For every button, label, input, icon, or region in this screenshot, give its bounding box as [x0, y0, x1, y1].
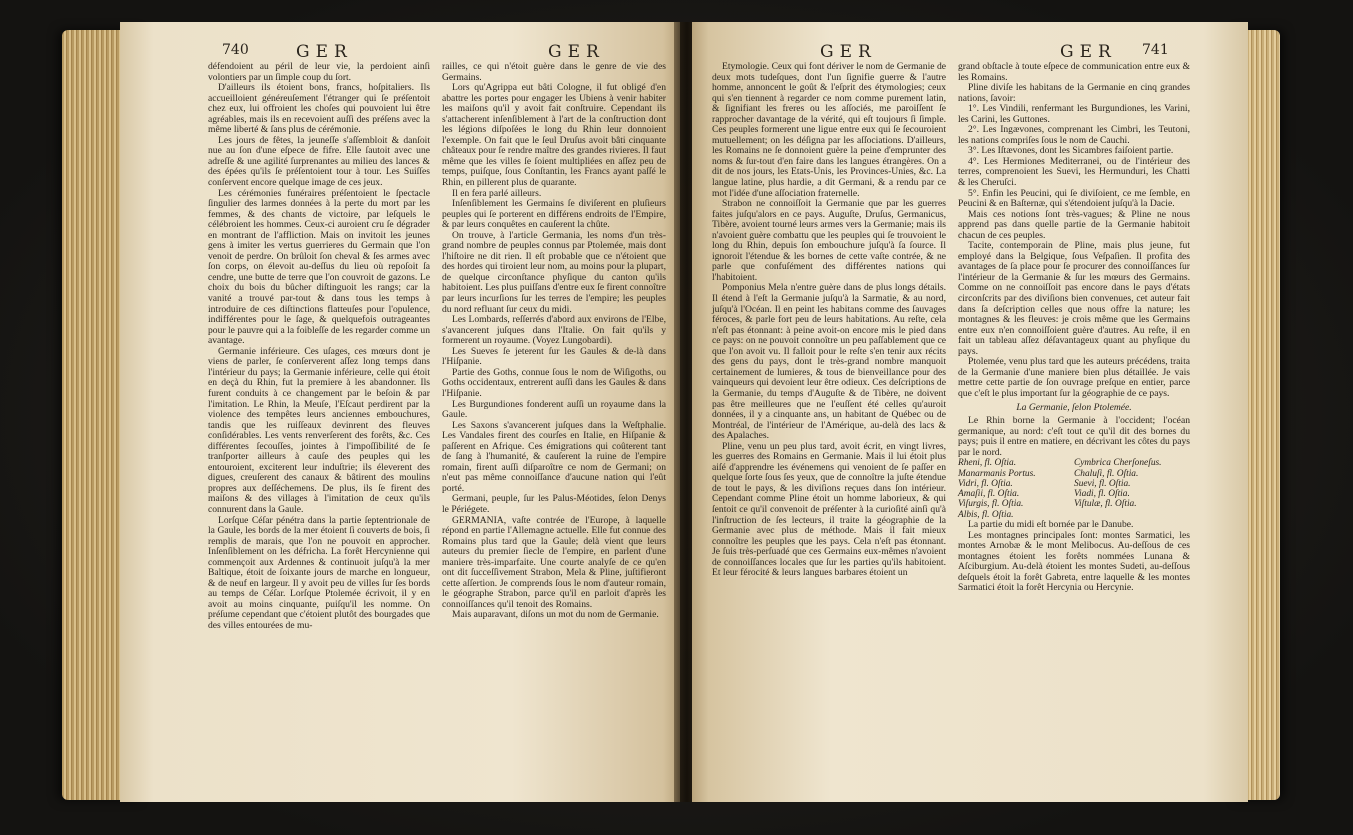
paragraph: Lorſque Céſar pénétra dans la partie ſeptentrionale de la Gaule, les bords de la mer étoient ſi couverts de bois, ſi remplis de marais, que l'on ne pouvoit en approcher. Inſenſiblement on les défricha. La forêt Hercynienne qui commençoit aux Ardennes & continuoit juſqu'à la mer Baltique, étoit de ſoixante jours de marche en longueur, & de neuf en largeur. Il y avoit peu de villes ſur ſes bords au temps de Céſar. Lorſque Ptolemée écrivoit, il y en avoit au moins cinquante, puiſqu'il les nomme. On préſume cependant que c'étoient plutôt des bourgades que des villes entourées de mu- — [208, 514, 430, 631]
left-column-1 — [208, 62, 430, 632]
paragraph: Germanie inférieure. Ces uſages, ces mœurs dont je viens de parler, ſe conſerverent aſſez long temps dans l'intérieur du pays; la Germanie inférieure, celle qui étoit en deçà du Rhin, fut la premiere à les abandonner. Ils furent conduits à ce changement par le beſoin & par l'imitation. Le Rhin, la Meuſe, l'Eſcaut perdirent par la violence des tempêtes leurs anciennes embouchures, tandis que les ruiſſeaux devinrent des fleuves conſidérables. Les vents renverſerent des forêts, &c. Ces différentes ſecouſſes, jointes à l'impoſſibilité de ſe tranſporter ailleurs à cauſe des peuples qui les entouroient, exciterent leur induſtrie; ils éleverent des digues, creuſerent des canaux & bâtirent des moulins propres aux deſſéchemens. De plus, ils ſe firent des maiſons & des villages à l'imitation de ceux qu'ils connurent dans la Gaule. — [208, 345, 430, 515]
table-cell: Manarmanis Portus. — [958, 468, 1036, 479]
paragraph: Les Saxons s'avancerent juſques dans la Weſtphalie. Les Vandales firent des courſes en Italie, en Hiſpanie & paſſerent en Afrique. Ces émigrations qui coûterent tant de ſang à l'humanité, & cauſerent la ruine de l'empire romain, firent auſſi diſparoître ce nom de Germani; on n'eut pas même connoiſſance d'aucune nation qui l'eût porté. — [442, 419, 666, 494]
table-row — [958, 499, 1190, 509]
paragraph: GERMANIA, vaſte contrée de l'Europe, à laquelle répond en partie l'Allemagne actuelle. Elle fut connue des Romains plus tard que la Gaule; delà vient que leurs auteurs du premier ſiecle de l'empire, en parlent d'une maniere très-imparfaite. Une courte analyſe de ce qu'en ont dit ſucceſſivement Strabon, Mela & Pline, juſtifieront cette aſſertion. Je comprends ſous le nom d'auteur romain, le géographe Strabon, parce qu'il en parloit d'après les connoiſſances qu'il tenoit des Romains. — [442, 514, 666, 610]
paragraph: Germani, peuple, ſur les Palus-Méotides, ſelon Denys le Périégete. — [442, 493, 666, 515]
paragraph: Les montagnes principales ſont: montes Sarmatici, les montes Arnobæ & le mont Melibocus. Au-deſſous de ces montagnes étoient les forêts nommées Lunana & Aſciburgium. Au-delà étoient les montes Sudeti, au-deſſous deſquels étoit la forêt Gabreta, entre laquelle & les montes Sarmatici étoit la forêt Hercynia ou Hercynie. — [958, 529, 1190, 594]
paragraph: Les Sueves ſe jeterent ſur les Gaules & de-là dans l'Hiſpanie. — [442, 345, 666, 368]
paragraph: Les cérémonies funéraires préſentoient le ſpectacle ſingulier des larmes données à la perte du mort par les femmes, & des chants de victoire, par leſquels le célébroient les hommes. Ceux-ci auroient cru ſe dégrader en montrant de l'affliction. Mais on invitoit les jeunes gens à imiter les vertus guerrieres du Germain que l'on venoit de perdre. On brûloit ſon cheval & ſes armes avec ſon corps, on élevoit au-deſſus du lieu où repoſoit ſa cendre, une butte de terre que l'on couvroit de gazons. Le choix du bois du bûcher diſtinguoit les rangs; car la vanité a trouvé par-tout & dans tous les temps à introduire de ces diſtinctions flatteuſes pour l'opulence, indifférentes pour le ſage, & quelquefois outrageantes pour le pauvre qui a la foibleſſe de les regarder comme un avantage. — [208, 187, 430, 347]
table-cell: Suevi, fl. Oſtia. — [1074, 478, 1131, 489]
table-cell: Viſtulæ, fl. Oſtia. — [1074, 499, 1137, 510]
paragraph: Pomponius Mela n'entre guère dans de plus longs détails. Il étend à l'eſt la Germanie juſqu'à la Sarmatie, & au nord, juſqu'à l'Océan. Il en peint les habitans comme des ſauvages féroces, & parle fort peu de leurs habitations. Au reſte, cela n'eſt pas étonnant: à peine avoit-on encore mis le pied dans ce pays: on ne pouvoit connoître un peu paſſablement que ce que l'on avoit vu. Il falloit pour le reſte s'en tenir aux récits des gens du pays, dont le très-grand nombre manquoit certainement de lumieres, & tous de bienveillance pour des vainqueurs qui devoient leur être odieux. Ces deſcriptions de la Germanie, du temps d'Auguſte & de Tibère, ne doivent pas être meilleures que ne l'euſſent été celles qu'auroit données, il y a cinquante ans, un habitant de Québec ou de Montréal, de l'intérieur de l'Amérique, au-delà des lacs & des Apalaches. — [712, 282, 946, 442]
paragraph: Inſenſiblement les Germains ſe diviſerent en pluſieurs peuples qui ſe porterent en différens endroits de l'Empire, & par leurs conquêtes en cauſerent la chûte. — [442, 198, 666, 231]
table-row — [958, 458, 1190, 468]
paragraph: La partie du midi eſt bornée par le Danube. — [968, 519, 1134, 531]
paragraph: Les jours de fêtes, la jeuneſſe s'aſſembloit & danſoit nue au ſon d'une eſpece de fifre. Elle ſautoit avec une adreſſe & une agilité ſurprenantes au milieu des lances & des épées qu'ils ſe préſentoient tour à tour. Les Suiſſes conſervent encore quelque image de ces jeux. — [208, 134, 430, 189]
paragraph: On trouve, à l'article Germania, les noms d'un très-grand nombre de peuples connus par Ptolemée, mais dont l'hiſtoire ne dit rien. Il eſt probable que ce n'étoient que des hordes qui tiroient leur nom, au moins pour la plupart, de quelque circonſtance phyſique du canton qu'ils habitoient. Les plus puiſſans d'entre eux ſe firent connoître par leurs incurſions ſur les terres de l'empire; les peuples du nord refluant ſur ceux du midi. — [442, 229, 666, 315]
paragraph: Les Burgundiones fonderent auſſi un royaume dans la Gaule. — [442, 398, 666, 421]
river-mouth-table — [958, 458, 1190, 520]
paragraph: railles, ce qui n'étoit guère dans le genre de vie des Germains. — [442, 61, 666, 83]
table-row — [958, 469, 1190, 479]
paragraph: Il en fera parlé ailleurs. — [452, 187, 542, 199]
section-caption: La Germanie, ſelon Ptolemée. — [1016, 401, 1132, 413]
table-cell: Viſurgis, fl. Oſtia. — [958, 499, 1024, 510]
paragraph: Pline diviſe les habitans de la Germanie en cinq grandes nations, ſavoir: — [958, 82, 1190, 104]
table-cell: Albis, fl. Oſtia. — [958, 509, 1014, 520]
left-running-head-2: GER — [548, 42, 605, 62]
right-column-2 — [958, 62, 1190, 594]
list-item: 3°. Les Iſtævones, dont les Sicambres faiſoient partie. — [968, 145, 1174, 157]
table-cell: Amaſii, fl. Oſtia. — [958, 489, 1020, 500]
left-running-head-1: GER — [296, 42, 353, 62]
paragraph: Mais auparavant, diſons un mot du nom de Germanie. — [452, 609, 659, 621]
paragraph: Ptolemée, venu plus tard que les auteurs précédens, traita de la Germanie d'une maniere bien plus détaillée. Je vais mettre cette partie de ſon ouvrage preſque en entier, parce que c'eſt le plus important ſur la géographie de ce pays. — [958, 356, 1190, 399]
right-running-head-1: GER — [820, 42, 877, 62]
paragraph: Lors qu'Agrippa eut bâti Cologne, il fut obligé d'en abattre les portes pour engager les Ubiens à venir habiter les maiſons qu'il y avoit fait conſtruire. Cependant ils s'attacherent inſenſiblement à l'art de la conſtruction dont les légions diſpoſées le long du Rhin leur donnoient l'exemple. On fait que le ſeul Druſus avoit bâti cinquante châteaux pour ſe rendre maître des grandes rivieres. Il faut même que les villes ſe ſoient multipliées en aſſez peu de temps, puiſque, ſous Conſtantin, les Francs ayant paſſé le Rhin, en pillerent plus de quarante. — [442, 82, 666, 189]
paragraph: défendoient au péril de leur vie, la perdoient ainſi volontiers par un ſimple coup du ſort. — [208, 61, 430, 83]
table-cell: Cymbrica Cherſoneſus. — [1074, 458, 1162, 469]
table-row — [958, 479, 1190, 489]
paragraph: Strabon ne connoiſſoit la Germanie que par les guerres faites juſqu'alors en ce pays. Auguſte, Druſus, Germanicus, Tibère, avoient tourné leurs armes vers la Germanie; mais ils n'avoient guère combattu que les peuples qui ſe trouvoient le long du Rhin, depuis ſon embouchure juſqu'à ſa ſource. Il ignoroit l'étendue & les bornes de cette vaſte contrée, & ne parle que confuſément des différentes nations qui l'habitoient. — [712, 198, 946, 283]
right-column-1 — [712, 62, 946, 579]
left-column-2 — [442, 62, 666, 621]
list-item: 2°. Les Ingævones, comprenant les Cimbri, les Teutoni, les nations compriſes ſous le nom de Cauchi. — [958, 124, 1190, 146]
paragraph: Le Rhin borne la Germanie à l'occident; l'océan germanique, au nord: c'eſt tout ce qu'il dit des bornes du pays; puis il entre en matiere, en décrivant les côtes du pays par le nord. — [958, 415, 1190, 458]
right-folio: 741 — [1142, 42, 1169, 58]
list-item: 1°. Les Vindili, renfermant les Burgundiones, les Varini, les Carini, les Guttones. — [958, 103, 1190, 125]
table-cell: Viadi, fl. Oſtia. — [1074, 489, 1130, 500]
paragraph: Tacite, contemporain de Pline, mais plus jeune, fut employé dans la Belgique, ſous Veſpaſien. Il profita des avantages de ſa place pour ſe procurer des connoiſſances ſur l'intérieur de la Germanie & ſur les mœurs des Germains. Comme on ne connoiſſoit pas encore dans le pays d'états circonſcrits par des diviſions bien convenues, cet auteur fait dans ſa deſcription celles que nous offre la nature; les montagnes & les fleuves: je crois même que les Germains entre eux n'en connoiſſoient guère d'autres. Au reſte, il en fait un tableau aſſez déſavantageux quant au phyſique du pays. — [958, 240, 1190, 357]
left-folio: 740 — [222, 42, 249, 58]
paragraph: grand obſtacle à toute eſpece de communication entre eux & les Romains. — [958, 61, 1190, 83]
table-cell: Chaluſi, fl. Oſtia. — [1074, 468, 1139, 479]
paragraph: Mais ces notions ſont très-vagues; & Pline ne nous apprend pas dans quelle partie de la Germanie habitoit chacun de ces peuples. — [958, 208, 1190, 241]
paragraph: Les Lombards, reſſerrés d'abord aux environs de l'Elbe, s'avancerent juſques dans l'Italie. On fait qu'ils y formerent un royaume. (Voyez Lungobardi). — [442, 314, 666, 347]
table-cell: Vidri, fl. Oſtia. — [958, 478, 1013, 489]
right-running-head-2: GER — [1060, 42, 1117, 62]
table-cell: Rheni, fl. Oſtia. — [958, 458, 1017, 469]
paragraph: D'ailleurs ils étoient bons, francs, hoſpitaliers. Ils accueilloient généreuſement l'étranger qui ſe préſentoit chez eux, lui offroient les choſes qui pouvoient lui être agréables, mais ils en recevoient auſſi des préſens avec la même liberté & ſans plus de cérémonie. — [208, 82, 430, 136]
paragraph: Partie des Goths, connue ſous le nom de Wiſigoths, ou Goths occidentaux, entrerent auſſi dans les Gaules & dans l'Hiſpanie. — [442, 366, 666, 399]
paragraph: Pline, venu un peu plus tard, avoit écrit, en vingt livres, les guerres des Romains en Germanie. Mais il lui étoit plus aiſé d'apprendre les événemens qui venoient de ſe paſſer en quelque ſorte ſous ſes yeux, que de connoître la juſte étendue de tout le pays, & les diviſions reçues dans ſon intérieur. Cependant comme Pline étoit un homme laborieux, & qui ſentoit ce qu'il convenoit de préſenter à la curioſité ainſi qu'à l'inſtruction de ſes lecteurs, il traite la géographie de la Germanie avec plus de méthode. Mais il fait mieux connoître les peuples que les pays. Cela n'eſt pas étonnant. Je ſuis très-perſuadé que ces Germains eux-mêmes n'avoient de connoiſſances locales que ſur les parties qu'ils habitoient. Et leur férocité & leurs langues barbares étoient un — [712, 440, 946, 579]
paragraph: Etymologie. Ceux qui font dériver le nom de Germanie de deux mots tudeſques, dont l'un ſignifie guerre & l'autre homme, annoncent le goût & l'eſprit des étymologies; ceux qui s'en tiennent à regarder ce nom comme purement latin, & ſignifiant les freres ou les aſſociés, me paroiſſent ſe rapprocher davantage de la vérité, qui eſt toujours ſi ſimple. Ces peuples formerent une ligue entre eux qui ſe ſecouroient mutuellement; on les déſigna par les aſſociations. D'ailleurs, les Romains ne ſe donnoient guère la peine d'emprunter des noms & ſur-tout d'en faire dans les langues étrangères. On a dit de nos jours, les Etats-Unis, les Provinces-Unies, &c. La langue latine, plus hardie, a dit Germani, & a rendu par ce mot l'idée d'une aſſociation fraternelle. — [712, 61, 946, 199]
list-item: 5°. Enfin les Peucini, qui ſe diviſoient, ce me ſemble, en Peucini & en Baſternæ, qui s'étendoient juſqu'à la Dacie. — [958, 187, 1190, 210]
table-row — [958, 489, 1190, 499]
list-item: 4°. Les Hermiones Mediterranei, ou de l'intérieur des terres, comprenoient les Suevi, les Hermunduri, les Chatti & les Cheruſci. — [958, 155, 1190, 189]
